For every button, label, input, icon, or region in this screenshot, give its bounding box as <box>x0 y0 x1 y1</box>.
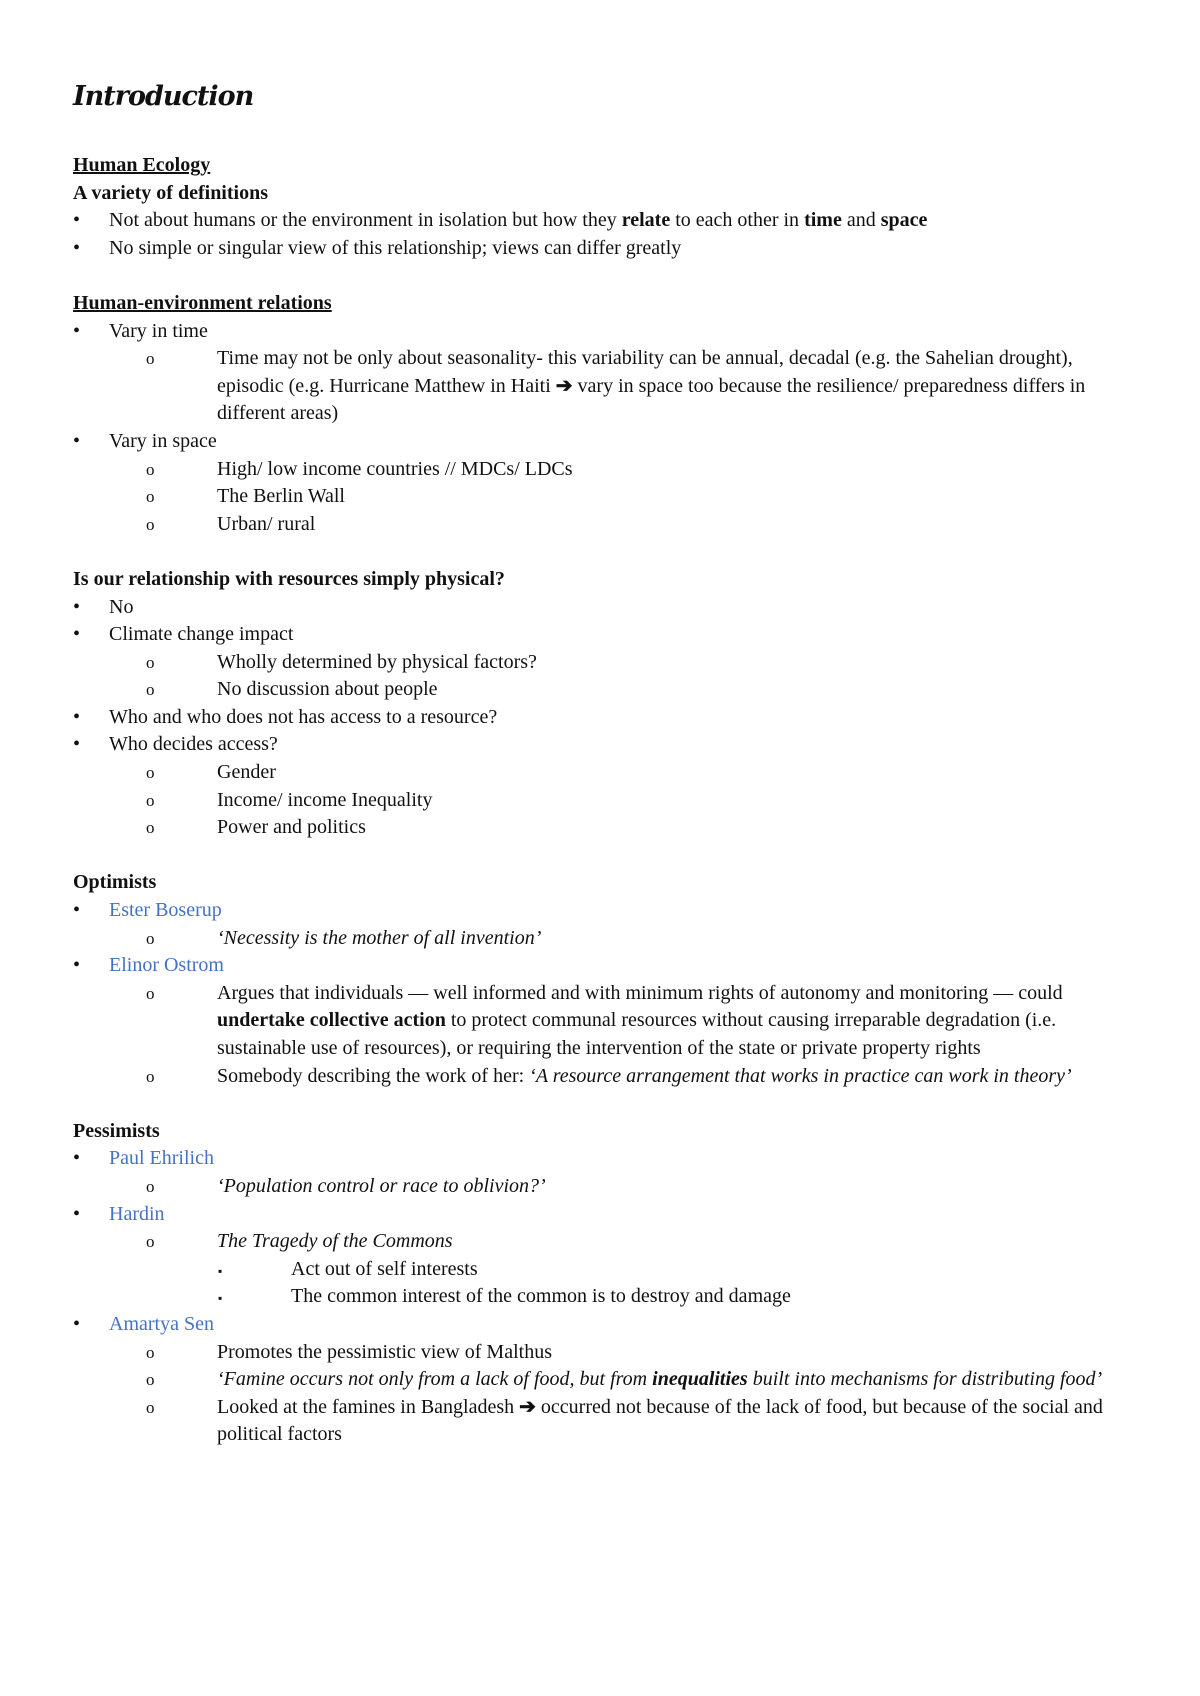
emphasis-collective-action: undertake collective action <box>217 1009 446 1032</box>
text-run: Somebody describing the work of her: <box>217 1064 530 1087</box>
bullet-marker: • <box>73 1202 81 1225</box>
quote-text: ‘Necessity is the mother of all invention’ <box>217 926 542 949</box>
quote-text: ‘Population control or race to oblivion?’ <box>217 1174 546 1197</box>
bullet-marker: • <box>73 705 81 728</box>
circle-marker: o <box>146 928 155 948</box>
list-item <box>146 1228 1140 1256</box>
circle-marker: o <box>146 459 155 479</box>
list-item <box>73 1201 1140 1229</box>
bullet-marker: • <box>73 319 81 342</box>
text-run: Time may not be only about seasonality- this variability can be annual, decadal (e.g. the Sahelian drought), episodic (e.g. Hurricane Matthew in Haiti <box>217 347 1073 397</box>
text-run: Vary in time <box>109 319 208 342</box>
circle-marker: o <box>146 487 155 507</box>
text-run: No discussion about people <box>217 678 438 701</box>
list-item <box>146 925 1140 953</box>
text-run: No <box>109 595 134 618</box>
text-run: occurred not because of the lack of food, but because of the social and political factors <box>217 1395 1103 1446</box>
bullet-marker: • <box>73 899 81 922</box>
list-item <box>73 594 1140 622</box>
circle-marker: o <box>146 514 155 534</box>
person-name-boserup: Ester Boserup <box>109 899 222 922</box>
text-run: The common interest of the common is to destroy and damage <box>291 1285 791 1308</box>
list-item <box>146 1339 1140 1367</box>
circle-marker: o <box>146 349 155 369</box>
bullet-marker: • <box>73 623 81 646</box>
list-item <box>146 814 1140 842</box>
bullet-marker: • <box>73 733 81 756</box>
text-run: Who and who does not has access to a resource? <box>109 705 498 728</box>
circle-marker: o <box>146 1397 155 1417</box>
list-item <box>146 511 1140 539</box>
quote-text: ‘Famine occurs not only from a lack of food, but from <box>217 1368 653 1391</box>
list-item <box>73 897 1140 925</box>
list-item <box>73 1145 1140 1173</box>
text-run: Not about humans or the environment in isolation but how they <box>109 209 622 232</box>
list-item <box>146 759 1140 787</box>
bullet-marker: • <box>73 429 81 452</box>
list-item <box>146 1366 1140 1394</box>
list-item <box>146 456 1140 484</box>
text-run: Wholly determined by physical factors? <box>217 650 537 673</box>
list-item <box>73 1311 1140 1339</box>
list-item <box>73 704 1140 732</box>
text-run: The Berlin Wall <box>217 485 345 508</box>
bullet-marker: • <box>73 1147 81 1170</box>
person-name-ostrom: Elinor Ostrom <box>109 954 224 977</box>
list-item <box>146 787 1140 815</box>
text-run: Power and politics <box>217 816 366 839</box>
text-run: to each other in <box>670 209 805 232</box>
list-item <box>218 1283 1140 1311</box>
text-run: Vary in space <box>109 429 217 452</box>
list-item <box>146 483 1140 511</box>
list-item <box>146 980 1140 1063</box>
section-heading-resources: Is our relationship with resources simply physical? <box>73 567 505 590</box>
circle-marker: o <box>146 1066 155 1086</box>
list-item <box>73 952 1140 980</box>
text-run: Argues that individuals — well informed and with minimum rights of autonomy and monitoring — could <box>217 981 1063 1004</box>
arrow-icon: ➔ <box>519 1395 536 1418</box>
square-marker: ▪ <box>218 1291 223 1306</box>
text-run: Looked at the famines in Bangladesh <box>217 1395 520 1418</box>
list-item <box>73 428 1140 456</box>
list-item <box>73 731 1140 759</box>
list-item <box>146 1173 1140 1201</box>
person-name-ehrlich: Paul Ehrilich <box>109 1147 214 1170</box>
circle-marker: o <box>146 1370 155 1390</box>
circle-marker: o <box>146 790 155 810</box>
bullet-marker: • <box>73 236 81 259</box>
bullet-marker: • <box>73 954 81 977</box>
circle-marker: o <box>146 818 155 838</box>
square-marker: ▪ <box>218 1263 223 1278</box>
text-run: Gender <box>217 761 276 784</box>
work-title: The Tragedy of the Commons <box>217 1230 453 1253</box>
bullet-marker: • <box>73 209 81 232</box>
text-run: Urban/ rural <box>217 512 316 535</box>
emphasis-space: space <box>880 209 928 232</box>
circle-marker: o <box>146 1176 155 1196</box>
text-run: Income/ income Inequality <box>217 788 433 811</box>
list-item <box>146 1063 1140 1091</box>
list-item <box>73 318 1140 346</box>
bullet-marker: • <box>73 595 81 618</box>
arrow-icon: ➔ <box>555 374 573 397</box>
circle-marker: o <box>146 680 155 700</box>
bullet-marker: • <box>73 1312 81 1335</box>
person-name-sen: Amartya Sen <box>109 1312 214 1335</box>
list-item <box>146 1394 1140 1449</box>
list-item <box>146 676 1140 704</box>
circle-marker: o <box>146 1342 155 1362</box>
quote-text: ‘A resource arrangement that works in practice can work in theory’ <box>529 1064 1072 1087</box>
emphasis-relate: relate <box>621 209 671 232</box>
section-heading-human-ecology: Human Ecology <box>73 154 211 176</box>
text-run: and <box>841 209 881 232</box>
circle-marker: o <box>146 1232 155 1252</box>
text-run: Act out of self interests <box>291 1257 478 1280</box>
quote-text: built into mechanisms for distributing food’ <box>747 1368 1103 1391</box>
text-run: No simple or singular view of this relationship; views can differ greatly <box>109 236 682 259</box>
list-item <box>146 345 1140 428</box>
list-item <box>146 649 1140 677</box>
person-name-hardin: Hardin <box>109 1202 165 1225</box>
section-heading-optimists: Optimists <box>73 871 157 894</box>
text-run: Promotes the pessimistic view of Malthus <box>217 1340 552 1363</box>
text-run: to protect communal resources without causing irreparable degradation (i.e. sustainable use of resources), or requiring the intervention of the state or private property rights <box>217 1009 1057 1059</box>
section-heading-pessimists: Pessimists <box>73 1119 160 1142</box>
subheading-variety-definitions: A variety of definitions <box>73 181 268 204</box>
list-item <box>73 235 1140 263</box>
emphasis-inequalities: inequalities <box>652 1368 748 1391</box>
page-title: Introduction <box>73 81 254 112</box>
list-item <box>218 1256 1140 1284</box>
list-item <box>73 621 1140 649</box>
circle-marker: o <box>146 763 155 783</box>
emphasis-time: time <box>804 209 842 232</box>
circle-marker: o <box>146 983 155 1003</box>
list-item <box>73 207 1140 235</box>
text-run: Climate change impact <box>109 623 294 646</box>
text-run: vary in space too because the resilience/ preparedness differs in different areas) <box>217 374 1086 425</box>
text-run: Who decides access? <box>109 733 278 756</box>
text-run: High/ low income countries // MDCs/ LDCs <box>217 457 573 480</box>
section-heading-relations: Human-environment relations <box>73 291 332 314</box>
circle-marker: o <box>146 652 155 672</box>
